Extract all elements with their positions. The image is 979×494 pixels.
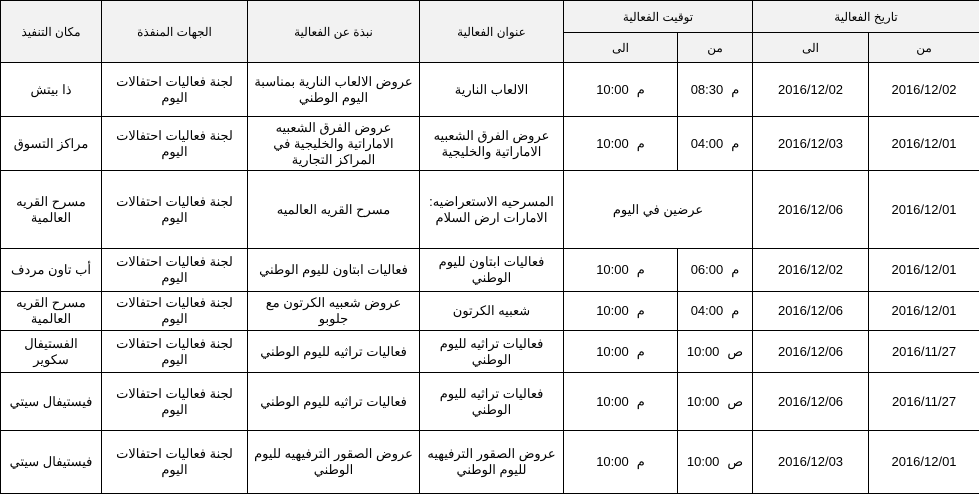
- event-brief-cell: فعاليات تراثيه لليوم الوطني: [248, 331, 420, 373]
- header-date-to: الى: [753, 33, 869, 63]
- header-date-from: من: [869, 33, 979, 63]
- event-title-cell: المسرحيه الاستعراضيه: الامارات ارض السلام: [420, 171, 564, 249]
- date-from-cell: 2016/12/01: [869, 249, 979, 292]
- event-title-cell: عروض الفرق الشعبيه الاماراتية والخليجية: [420, 117, 564, 171]
- venue-cell: الفستيفال سكوير: [1, 331, 102, 373]
- date-to-cell: 2016/12/06: [753, 292, 869, 331]
- time-suffix: م: [637, 82, 645, 98]
- time-value: 04:00: [691, 303, 724, 319]
- time-to-cell: [564, 249, 678, 292]
- time-suffix: م: [731, 303, 739, 319]
- venue-cell: ذا بيتش: [1, 63, 102, 117]
- time-value: 10:00: [596, 262, 629, 278]
- header-time-to: الى: [564, 33, 678, 63]
- date-from-cell: 2016/12/02: [869, 63, 979, 117]
- table-row: [1, 63, 979, 117]
- time-suffix: ص: [727, 454, 743, 470]
- event-brief-cell: عروض الصقور الترفيهيه لليوم الوطني: [248, 431, 420, 494]
- date-from-cell: 2016/11/27: [869, 331, 979, 373]
- time-value: 04:00: [691, 136, 724, 152]
- event-title-cell: الالعاب النارية: [420, 63, 564, 117]
- date-from-cell: 2016/11/27: [869, 373, 979, 431]
- event-title-cell: فعاليات ابتاون لليوم الوطني: [420, 249, 564, 292]
- time-to-cell: [564, 331, 678, 373]
- header-time-from: من: [678, 33, 753, 63]
- header-venue: مكان التنفيذ: [1, 1, 102, 63]
- date-from-cell: 2016/12/01: [869, 171, 979, 249]
- time-to-cell: [564, 431, 678, 494]
- organizer-cell: لجنة فعاليات احتفالات اليوم: [102, 331, 248, 373]
- time-value: 10:00: [687, 394, 720, 410]
- time-value: 08:30: [691, 82, 724, 98]
- time-value: 10:00: [596, 136, 629, 152]
- date-to-cell: 2016/12/03: [753, 117, 869, 171]
- time-suffix: ص: [727, 394, 743, 410]
- date-to-cell: 2016/12/06: [753, 171, 869, 249]
- time-suffix: م: [731, 82, 739, 98]
- time-value: 10:00: [596, 303, 629, 319]
- time-suffix: م: [731, 262, 739, 278]
- venue-cell: فيستيفال سيتي: [1, 373, 102, 431]
- time-to-cell: [564, 373, 678, 431]
- time-suffix: م: [637, 136, 645, 152]
- table-row: [1, 249, 979, 292]
- event-brief-cell: مسرح القريه العالميه: [248, 171, 420, 249]
- venue-cell: مسرح القريه العالمية: [1, 171, 102, 249]
- event-brief-cell: عروض الالعاب النارية بمناسبة اليوم الوطني: [248, 63, 420, 117]
- time-from-cell: [678, 63, 753, 117]
- time-value: 10:00: [596, 394, 629, 410]
- time-to-cell: [564, 117, 678, 171]
- time-to-cell: [564, 63, 678, 117]
- date-from-cell: 2016/12/01: [869, 292, 979, 331]
- time-from-cell: [678, 117, 753, 171]
- organizer-cell: لجنة فعاليات احتفالات اليوم: [102, 292, 248, 331]
- table-row: [1, 331, 979, 373]
- event-brief-cell: فعاليات ابتاون لليوم الوطني: [248, 249, 420, 292]
- time-value: 10:00: [596, 344, 629, 360]
- venue-cell: أب تاون مردف: [1, 249, 102, 292]
- venue-cell: مراكز التسوق: [1, 117, 102, 171]
- table-row: [1, 171, 979, 249]
- time-suffix: م: [637, 303, 645, 319]
- event-title-cell: فعاليات تراثيه لليوم الوطني: [420, 331, 564, 373]
- event-brief-cell: عروض الفرق الشعبيه الاماراتية والخليجية في المراكز التجارية: [248, 117, 420, 171]
- time-suffix: ص: [727, 344, 743, 360]
- date-from-cell: 2016/12/01: [869, 431, 979, 494]
- time-value: 10:00: [687, 344, 720, 360]
- time-value: 10:00: [596, 82, 629, 98]
- organizer-cell: لجنة فعاليات احتفالات اليوم: [102, 249, 248, 292]
- time-to-cell: [564, 292, 678, 331]
- event-title-cell: شعبيه الكرتون: [420, 292, 564, 331]
- organizer-cell: لجنة فعاليات احتفالات اليوم: [102, 373, 248, 431]
- time-suffix: م: [637, 394, 645, 410]
- organizer-cell: لجنة فعاليات احتفالات اليوم: [102, 117, 248, 171]
- table-row: [1, 431, 979, 494]
- header-organizers: الجهات المنفذة: [102, 1, 248, 63]
- header-event-brief: نبذة عن الفعالية: [248, 1, 420, 63]
- date-to-cell: 2016/12/02: [753, 249, 869, 292]
- organizer-cell: لجنة فعاليات احتفالات اليوم: [102, 171, 248, 249]
- event-title-cell: فعاليات تراثيه لليوم الوطني: [420, 373, 564, 431]
- time-value: 10:00: [687, 454, 720, 470]
- date-to-cell: 2016/12/06: [753, 373, 869, 431]
- date-to-cell: 2016/12/02: [753, 63, 869, 117]
- time-merged-cell: عرضين في اليوم: [564, 171, 753, 249]
- venue-cell: فيستيفال سيتي: [1, 431, 102, 494]
- organizer-cell: لجنة فعاليات احتفالات اليوم: [102, 431, 248, 494]
- venue-cell: مسرح القريه العالمية: [1, 292, 102, 331]
- time-from-cell: [678, 373, 753, 431]
- header-event-time: توقيت الفعالية: [564, 1, 753, 33]
- time-from-cell: [678, 249, 753, 292]
- date-to-cell: 2016/12/06: [753, 331, 869, 373]
- time-from-cell: [678, 431, 753, 494]
- date-from-cell: 2016/12/01: [869, 117, 979, 171]
- time-from-cell: [678, 331, 753, 373]
- time-suffix: م: [637, 454, 645, 470]
- header-event-title: عنوان الفعالية: [420, 1, 564, 63]
- table-row: [1, 373, 979, 431]
- organizer-cell: لجنة فعاليات احتفالات اليوم: [102, 63, 248, 117]
- table-row: [1, 292, 979, 331]
- time-value: 10:00: [596, 454, 629, 470]
- time-suffix: م: [731, 136, 739, 152]
- time-from-cell: [678, 292, 753, 331]
- time-value: 06:00: [691, 262, 724, 278]
- time-suffix: م: [637, 262, 645, 278]
- time-suffix: م: [637, 344, 645, 360]
- event-brief-cell: فعاليات تراثيه لليوم الوطني: [248, 373, 420, 431]
- event-title-cell: عروض الصقور الترفيهيه لليوم الوطني: [420, 431, 564, 494]
- table-row: [1, 117, 979, 171]
- event-brief-cell: عروض شعبيه الكرتون مع جلوبو: [248, 292, 420, 331]
- header-event-date: تاريخ الفعالية: [753, 1, 979, 33]
- date-to-cell: 2016/12/03: [753, 431, 869, 494]
